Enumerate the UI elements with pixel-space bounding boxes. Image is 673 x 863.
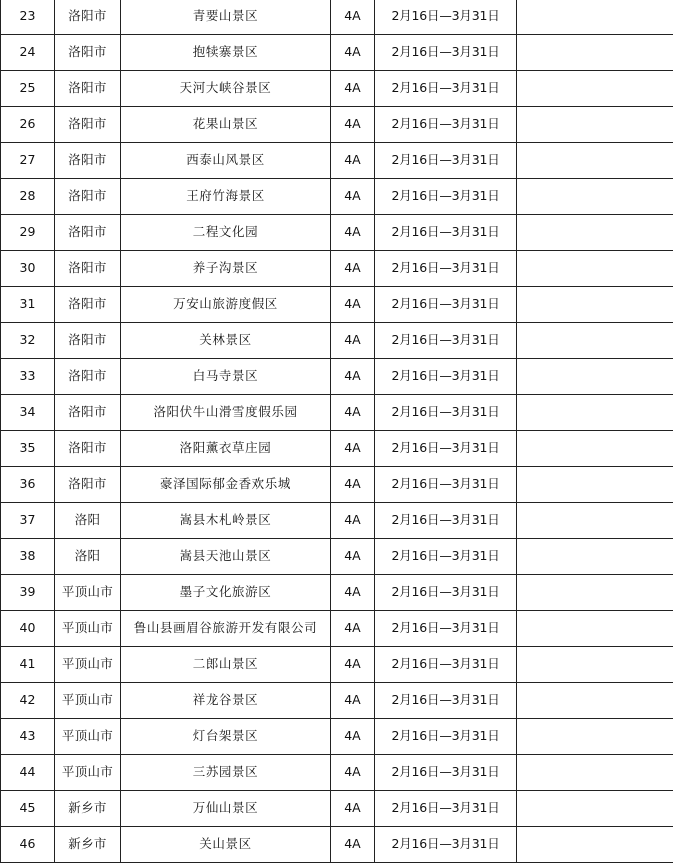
grade-cell: 4A bbox=[331, 503, 375, 539]
grade-cell: 4A bbox=[331, 35, 375, 71]
scenic-area-name-cell: 祥龙谷景区 bbox=[121, 683, 331, 719]
city-cell: 平顶山市 bbox=[55, 683, 121, 719]
table-row bbox=[1, 827, 673, 863]
grade-cell: 4A bbox=[331, 359, 375, 395]
city-cell: 洛阳市 bbox=[55, 35, 121, 71]
scenic-area-name-cell: 二程文化园 bbox=[121, 215, 331, 251]
note-cell bbox=[517, 215, 673, 251]
free-period-cell: 2月16日—3月31日 bbox=[375, 539, 517, 575]
scenic-area-name-cell: 白马寺景区 bbox=[121, 359, 331, 395]
note-cell bbox=[517, 791, 673, 827]
free-period-cell: 2月16日—3月31日 bbox=[375, 35, 517, 71]
note-cell bbox=[517, 647, 673, 683]
free-period-cell: 2月16日—3月31日 bbox=[375, 179, 517, 215]
free-period-cell: 2月16日—3月31日 bbox=[375, 143, 517, 179]
grade-cell: 4A bbox=[331, 647, 375, 683]
row-number: 40 bbox=[1, 611, 55, 647]
free-period-cell: 2月16日—3月31日 bbox=[375, 467, 517, 503]
free-period-cell: 2月16日—3月31日 bbox=[375, 503, 517, 539]
table-row bbox=[1, 359, 673, 395]
grade-cell: 4A bbox=[331, 575, 375, 611]
city-cell: 洛阳市 bbox=[55, 0, 121, 35]
scenic-area-name-cell: 西泰山风景区 bbox=[121, 143, 331, 179]
row-number: 37 bbox=[1, 503, 55, 539]
row-number: 39 bbox=[1, 575, 55, 611]
note-cell bbox=[517, 467, 673, 503]
table-row bbox=[1, 215, 673, 251]
scenic-area-name-cell: 养子沟景区 bbox=[121, 251, 331, 287]
row-number: 33 bbox=[1, 359, 55, 395]
grade-cell: 4A bbox=[331, 71, 375, 107]
row-number: 29 bbox=[1, 215, 55, 251]
row-number: 28 bbox=[1, 179, 55, 215]
note-cell bbox=[517, 71, 673, 107]
note-cell bbox=[517, 431, 673, 467]
note-cell bbox=[517, 395, 673, 431]
scenic-area-name-cell: 青要山景区 bbox=[121, 0, 331, 35]
table-row bbox=[1, 35, 673, 71]
table-row bbox=[1, 467, 673, 503]
free-period-cell: 2月16日—3月31日 bbox=[375, 647, 517, 683]
table-row bbox=[1, 287, 673, 323]
free-period-cell: 2月16日—3月31日 bbox=[375, 611, 517, 647]
free-period-cell: 2月16日—3月31日 bbox=[375, 107, 517, 143]
grade-cell: 4A bbox=[331, 251, 375, 287]
table-row bbox=[1, 0, 673, 35]
free-period-cell: 2月16日—3月31日 bbox=[375, 0, 517, 35]
grade-cell: 4A bbox=[331, 287, 375, 323]
row-number: 23 bbox=[1, 0, 55, 35]
free-period-cell: 2月16日—3月31日 bbox=[375, 359, 517, 395]
table-row bbox=[1, 431, 673, 467]
free-period-cell: 2月16日—3月31日 bbox=[375, 71, 517, 107]
row-number: 30 bbox=[1, 251, 55, 287]
row-number: 34 bbox=[1, 395, 55, 431]
row-number: 41 bbox=[1, 647, 55, 683]
table-row bbox=[1, 683, 673, 719]
scenic-area-name-cell: 灯台架景区 bbox=[121, 719, 331, 755]
scenic-area-name-cell: 抱犊寨景区 bbox=[121, 35, 331, 71]
note-cell bbox=[517, 323, 673, 359]
grade-cell: 4A bbox=[331, 395, 375, 431]
scenic-area-name-cell: 洛阳薰衣草庄园 bbox=[121, 431, 331, 467]
grade-cell: 4A bbox=[331, 755, 375, 791]
table-row bbox=[1, 647, 673, 683]
scenic-area-name-cell: 墨子文化旅游区 bbox=[121, 575, 331, 611]
note-cell bbox=[517, 719, 673, 755]
city-cell: 洛阳市 bbox=[55, 71, 121, 107]
city-cell: 平顶山市 bbox=[55, 575, 121, 611]
grade-cell: 4A bbox=[331, 179, 375, 215]
row-number: 25 bbox=[1, 71, 55, 107]
row-number: 32 bbox=[1, 323, 55, 359]
scenic-area-name-cell: 王府竹海景区 bbox=[121, 179, 331, 215]
grade-cell: 4A bbox=[331, 827, 375, 863]
table-row bbox=[1, 71, 673, 107]
note-cell bbox=[517, 503, 673, 539]
note-cell bbox=[517, 179, 673, 215]
note-cell bbox=[517, 359, 673, 395]
free-period-cell: 2月16日—3月31日 bbox=[375, 431, 517, 467]
row-number: 46 bbox=[1, 827, 55, 863]
table-row bbox=[1, 251, 673, 287]
city-cell: 洛阳市 bbox=[55, 395, 121, 431]
note-cell bbox=[517, 611, 673, 647]
free-period-cell: 2月16日—3月31日 bbox=[375, 719, 517, 755]
table-row bbox=[1, 107, 673, 143]
city-cell: 洛阳市 bbox=[55, 179, 121, 215]
note-cell bbox=[517, 683, 673, 719]
table-row bbox=[1, 395, 673, 431]
row-number: 43 bbox=[1, 719, 55, 755]
grade-cell: 4A bbox=[331, 611, 375, 647]
grade-cell: 4A bbox=[331, 323, 375, 359]
note-cell bbox=[517, 143, 673, 179]
grade-cell: 4A bbox=[331, 683, 375, 719]
scenic-area-name-cell: 万仙山景区 bbox=[121, 791, 331, 827]
free-period-cell: 2月16日—3月31日 bbox=[375, 287, 517, 323]
row-number: 26 bbox=[1, 107, 55, 143]
free-period-cell: 2月16日—3月31日 bbox=[375, 575, 517, 611]
free-period-cell: 2月16日—3月31日 bbox=[375, 215, 517, 251]
row-number: 45 bbox=[1, 791, 55, 827]
city-cell: 洛阳市 bbox=[55, 287, 121, 323]
scenic-area-name-cell: 天河大峡谷景区 bbox=[121, 71, 331, 107]
free-period-cell: 2月16日—3月31日 bbox=[375, 323, 517, 359]
grade-cell: 4A bbox=[331, 107, 375, 143]
row-number: 36 bbox=[1, 467, 55, 503]
scenic-area-name-cell: 嵩县天池山景区 bbox=[121, 539, 331, 575]
table-row bbox=[1, 503, 673, 539]
table-row bbox=[1, 611, 673, 647]
city-cell: 洛阳 bbox=[55, 503, 121, 539]
grade-cell: 4A bbox=[331, 719, 375, 755]
note-cell bbox=[517, 539, 673, 575]
city-cell: 平顶山市 bbox=[55, 719, 121, 755]
note-cell bbox=[517, 827, 673, 863]
grade-cell: 4A bbox=[331, 143, 375, 179]
city-cell: 洛阳市 bbox=[55, 215, 121, 251]
city-cell: 洛阳市 bbox=[55, 107, 121, 143]
table-row bbox=[1, 791, 673, 827]
table-row bbox=[1, 143, 673, 179]
city-cell: 新乡市 bbox=[55, 791, 121, 827]
free-period-cell: 2月16日—3月31日 bbox=[375, 755, 517, 791]
table-row bbox=[1, 539, 673, 575]
city-cell: 洛阳 bbox=[55, 539, 121, 575]
table-row bbox=[1, 755, 673, 791]
free-period-cell: 2月16日—3月31日 bbox=[375, 395, 517, 431]
free-period-cell: 2月16日—3月31日 bbox=[375, 683, 517, 719]
scenic-area-name-cell: 万安山旅游度假区 bbox=[121, 287, 331, 323]
scenic-area-name-cell: 三苏园景区 bbox=[121, 755, 331, 791]
table-row bbox=[1, 719, 673, 755]
row-number: 35 bbox=[1, 431, 55, 467]
city-cell: 洛阳市 bbox=[55, 467, 121, 503]
scenic-area-name-cell: 豪泽国际郁金香欢乐城 bbox=[121, 467, 331, 503]
scenic-area-name-cell: 二郎山景区 bbox=[121, 647, 331, 683]
grade-cell: 4A bbox=[331, 791, 375, 827]
grade-cell: 4A bbox=[331, 215, 375, 251]
grade-cell: 4A bbox=[331, 431, 375, 467]
table-body bbox=[1, 0, 673, 863]
scenic-area-name-cell: 洛阳伏牛山滑雪度假乐园 bbox=[121, 395, 331, 431]
city-cell: 平顶山市 bbox=[55, 755, 121, 791]
grade-cell: 4A bbox=[331, 539, 375, 575]
scenic-area-name-cell: 嵩县木札岭景区 bbox=[121, 503, 331, 539]
city-cell: 洛阳市 bbox=[55, 323, 121, 359]
grade-cell: 4A bbox=[331, 467, 375, 503]
free-period-cell: 2月16日—3月31日 bbox=[375, 791, 517, 827]
row-number: 44 bbox=[1, 755, 55, 791]
city-cell: 洛阳市 bbox=[55, 359, 121, 395]
table-row bbox=[1, 575, 673, 611]
note-cell bbox=[517, 0, 673, 35]
scenic-area-name-cell: 花果山景区 bbox=[121, 107, 331, 143]
city-cell: 平顶山市 bbox=[55, 611, 121, 647]
city-cell: 新乡市 bbox=[55, 827, 121, 863]
row-number: 42 bbox=[1, 683, 55, 719]
note-cell bbox=[517, 107, 673, 143]
city-cell: 平顶山市 bbox=[55, 647, 121, 683]
city-cell: 洛阳市 bbox=[55, 431, 121, 467]
city-cell: 洛阳市 bbox=[55, 143, 121, 179]
free-period-cell: 2月16日—3月31日 bbox=[375, 251, 517, 287]
scenic-area-name-cell: 关林景区 bbox=[121, 323, 331, 359]
note-cell bbox=[517, 35, 673, 71]
note-cell bbox=[517, 287, 673, 323]
city-cell: 洛阳市 bbox=[55, 251, 121, 287]
scenic-area-name-cell: 关山景区 bbox=[121, 827, 331, 863]
note-cell bbox=[517, 251, 673, 287]
note-cell bbox=[517, 755, 673, 791]
table-row bbox=[1, 179, 673, 215]
free-period-cell: 2月16日—3月31日 bbox=[375, 827, 517, 863]
scenic-area-name-cell: 鲁山县画眉谷旅游开发有限公司 bbox=[121, 611, 331, 647]
table-row bbox=[1, 323, 673, 359]
row-number: 31 bbox=[1, 287, 55, 323]
row-number: 38 bbox=[1, 539, 55, 575]
note-cell bbox=[517, 575, 673, 611]
row-number: 27 bbox=[1, 143, 55, 179]
row-number: 24 bbox=[1, 35, 55, 71]
grade-cell: 4A bbox=[331, 0, 375, 35]
